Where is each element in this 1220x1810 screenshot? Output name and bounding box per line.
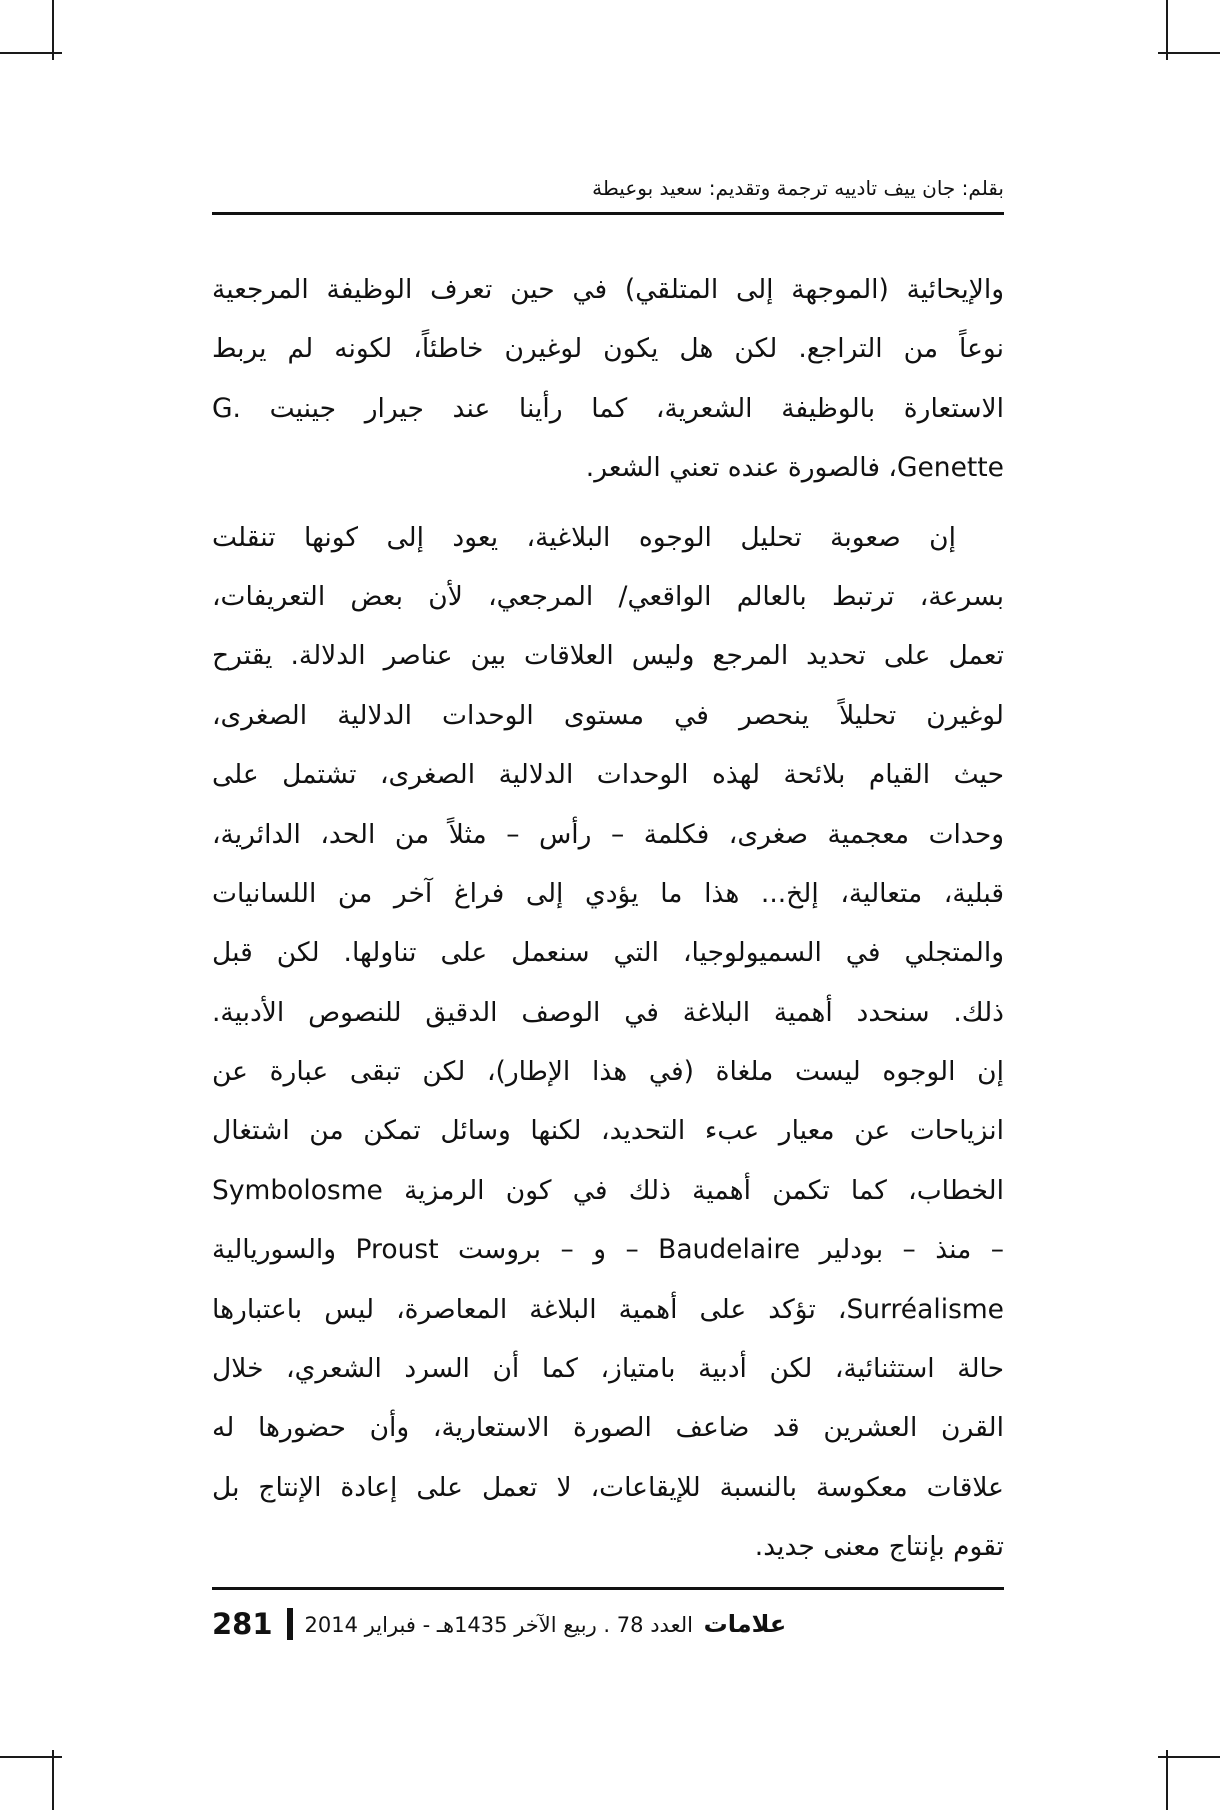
journal-issue (305, 1604, 787, 1645)
running-head: بقلم: جان ييف تادييه ترجمة وتقديم: سعيد بوعيطة (592, 176, 1004, 200)
page-footer (212, 1602, 1004, 1646)
issue-info: العدد 78 . ربيع الآخر 1435هـ - فبراير 2014 (304, 1612, 693, 1637)
text-line: ذلك. سنحدد أهمية البلاغة في الوصف الدقيق للنصوص الأدبية. (212, 996, 1004, 1028)
text-line: إن صعوبة تحليل الوجوه البلاغية، يعود إلى كونها تنقلت (212, 521, 956, 553)
text-line: حالة استثنائية، لكن أدبية بامتياز، كما أن السرد الشعري، خلال (212, 1353, 1004, 1385)
crop-mark-top-left-horizontal (0, 52, 62, 54)
text-line: الخطاب، كما تكمن أهمية ذلك في كون الرمزية Symbolosme (212, 1174, 1004, 1206)
text-line: والمتجلي في السميولوجيا، التي سنعمل على تناولها. لكن قبل (212, 937, 1004, 969)
text-line: الاستعارة بالوظيفة الشعرية، كما رأينا عند جيرار جينيت .G (212, 392, 1004, 424)
crop-mark-bottom-right-horizontal (1158, 1756, 1220, 1758)
crop-mark-top-right-horizontal (1158, 52, 1220, 54)
text-line: قبلية، متعالية، إلخ... هذا ما يؤدي إلى فراغ آخر من اللسانيات (212, 877, 1004, 909)
text-line: نوعاً من التراجع. لكن هل يكون لوغيرن خاطئاً، لكونه لم يربط (212, 333, 1004, 365)
text-line: حيث القيام بلائحة لهذه الوحدات الدلالية الصغرى، تشتمل على (212, 759, 1004, 791)
journal-logo: علامات (703, 1609, 787, 1638)
text-line: انزياحات عن معيار عبء التحديد، لكنها وسائل تمكن من اشتغال (212, 1115, 1004, 1147)
text-line: تقوم بإنتاج معنى جديد. (754, 1531, 1004, 1563)
text-line: – منذ – بودلير Baudelaire – و – بروست Proust والسوريالية (212, 1234, 1004, 1266)
paragraph-2 (212, 508, 1004, 1577)
text-line: لوغيرن تحليلاً ينحصر في مستوى الوحدات الدلالية الصغرى، (212, 699, 1004, 731)
footer-divider-bar (287, 1608, 293, 1640)
crop-mark-bottom-left-vertical (52, 1750, 54, 1810)
crop-mark-top-left-vertical (52, 0, 54, 60)
text-line: القرن العشرين قد ضاعف الصورة الاستعارية، وأن حضورها له (212, 1412, 1004, 1444)
header-rule (212, 212, 1004, 215)
text-line: وحدات معجمية صغرى، فكلمة – رأس – مثلاً من الحد، الدائرية، (212, 818, 1004, 850)
text-line: علاقات معكوسة بالنسبة للإيقاعات، لا تعمل على إعادة الإنتاج بل (212, 1471, 1004, 1503)
paragraph-1 (212, 260, 1004, 498)
crop-mark-bottom-right-vertical (1166, 1750, 1168, 1810)
page-number: 281 (212, 1607, 273, 1641)
text-line: تعمل على تحديد المرجع وليس العلاقات بين عناصر الدلالة. يقترح (212, 640, 1004, 672)
crop-mark-bottom-left-horizontal (0, 1756, 62, 1758)
text-line: إن الوجوه ليست ملغاة (في هذا الإطار)، لكن تبقى عبارة عن (212, 1056, 1004, 1088)
text-line: Surréalisme، تؤكد على أهمية البلاغة المعاصرة، ليس باعتبارها (212, 1293, 1004, 1325)
footer-rule (212, 1587, 1004, 1590)
text-line: بسرعة، ترتبط بالعالم الواقعي/ المرجعي، لأن بعض التعريفات، (212, 580, 1004, 612)
paragraph-gap (212, 498, 1004, 508)
body-text (212, 260, 1004, 1577)
text-line: Genette، فالصورة عنده تعني الشعر. (585, 452, 1004, 484)
text-line: والإيحائية (الموجهة إلى المتلقي) في حين تعرف الوظيفة المرجعية (212, 274, 1004, 305)
crop-mark-top-right-vertical (1166, 0, 1168, 60)
book-page (212, 170, 1004, 1640)
